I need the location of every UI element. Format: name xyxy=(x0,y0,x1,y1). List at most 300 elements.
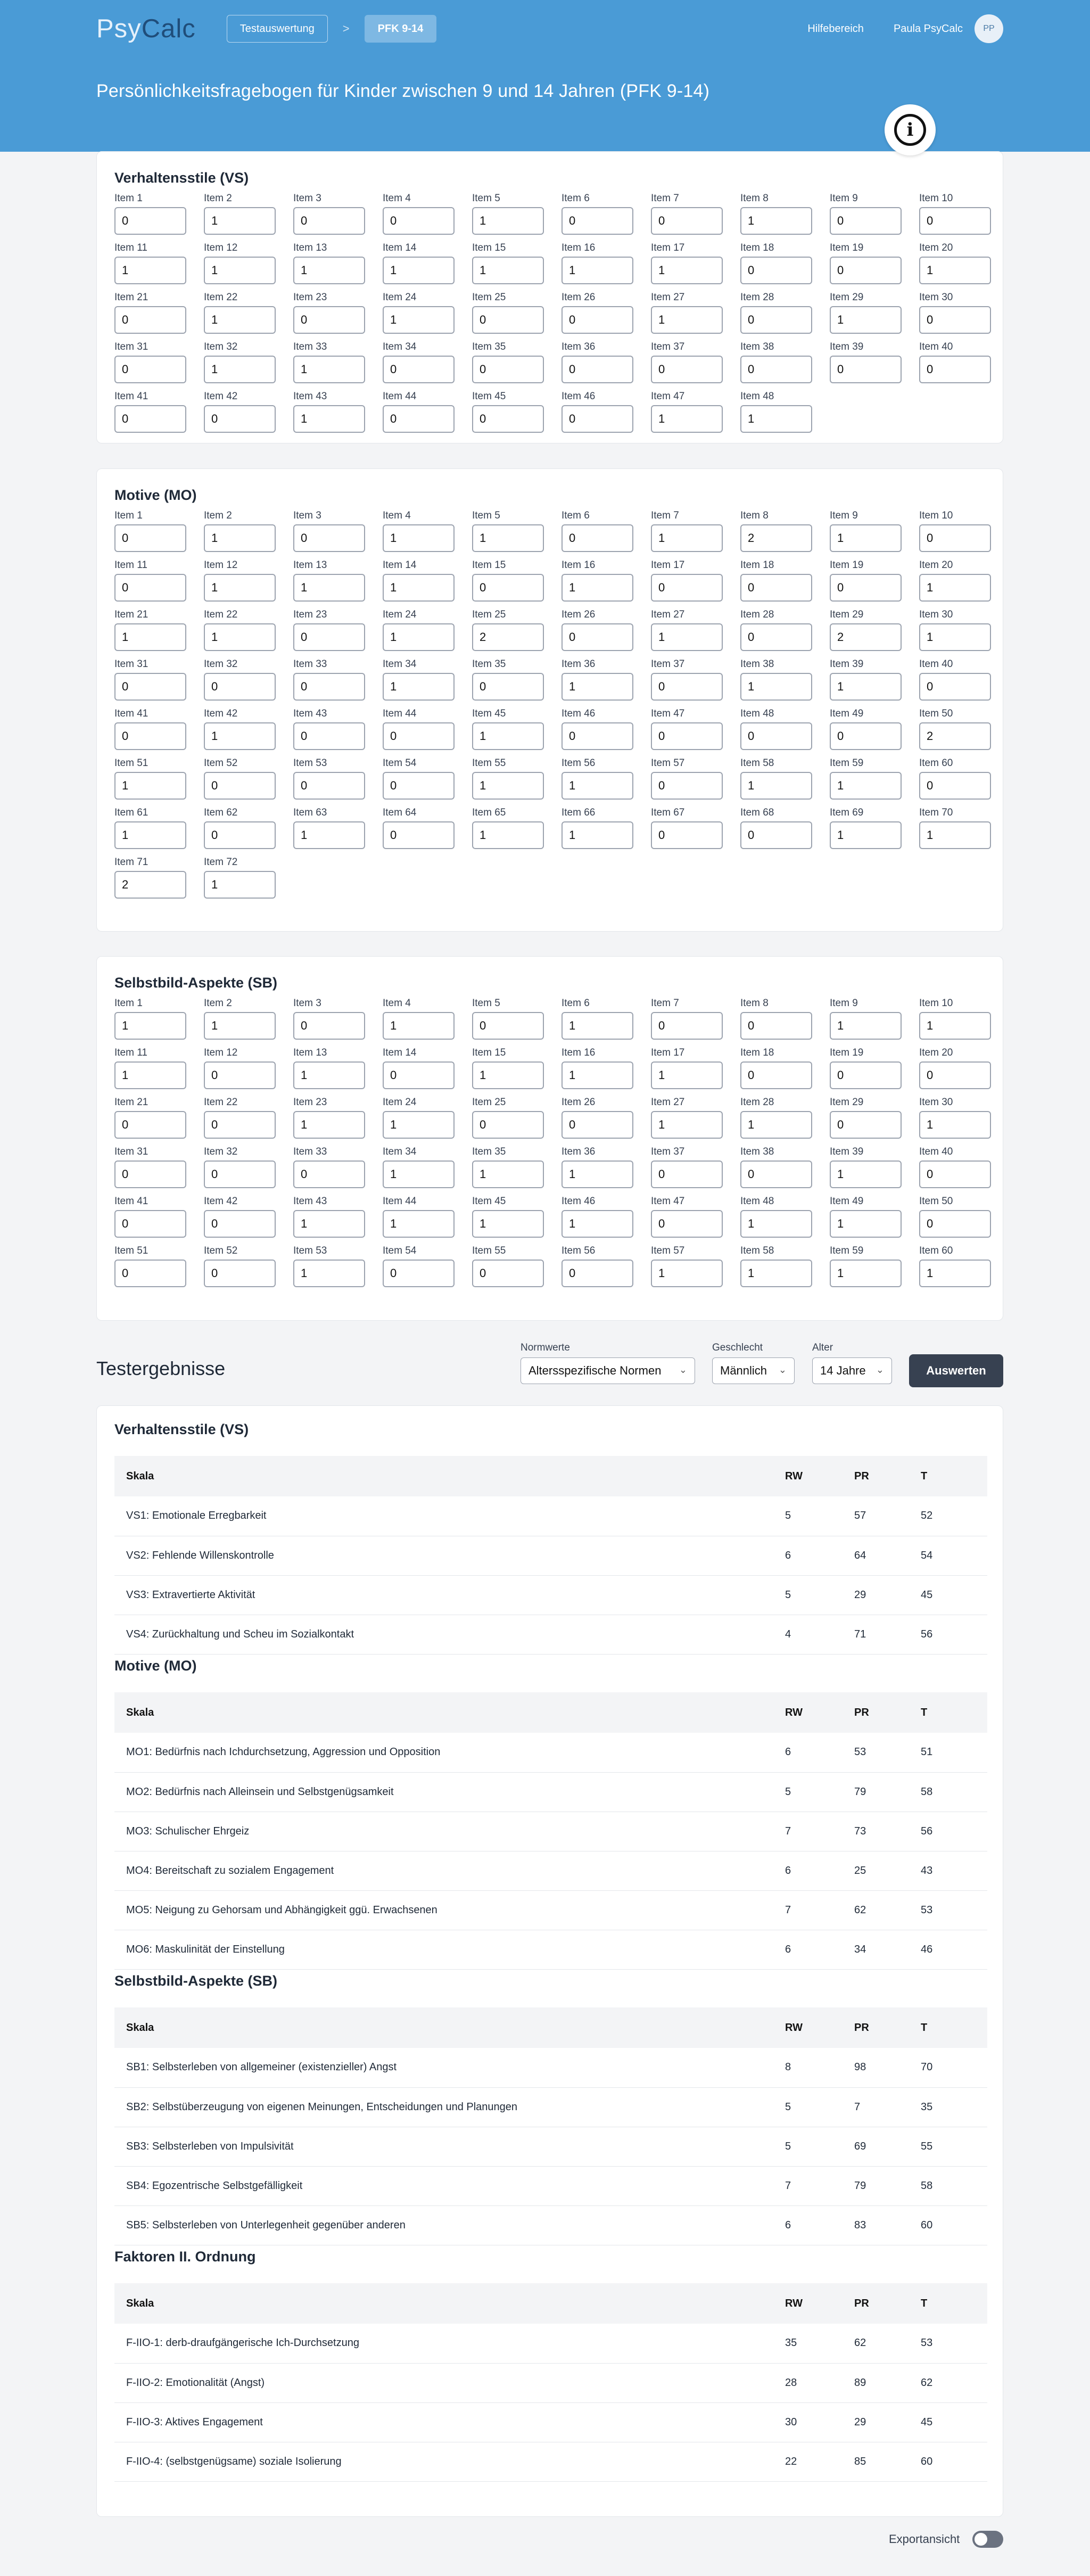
item-input[interactable] xyxy=(651,405,723,433)
item-input[interactable] xyxy=(561,1210,633,1238)
item-label: Item 21 xyxy=(114,292,148,303)
help-link[interactable]: Hilfebereich xyxy=(807,22,864,35)
item-input[interactable] xyxy=(919,207,991,235)
item-label: Item 71 xyxy=(114,857,148,868)
psycalc-logo[interactable] xyxy=(96,14,196,44)
item-input[interactable] xyxy=(651,1210,723,1238)
item-field-45 xyxy=(472,707,544,750)
item-input[interactable] xyxy=(114,1161,186,1188)
table-row xyxy=(114,1575,987,1615)
norm-select-value: Altersspezifische Normen xyxy=(529,1364,662,1377)
item-input[interactable] xyxy=(293,306,365,334)
item-label: Item 45 xyxy=(472,391,506,402)
item-input[interactable] xyxy=(919,673,991,701)
results-title: Testergebnisse xyxy=(96,1357,226,1379)
item-input[interactable] xyxy=(204,306,276,334)
item-input[interactable] xyxy=(830,1061,902,1089)
item-input[interactable] xyxy=(293,1210,365,1238)
item-input[interactable] xyxy=(472,1260,544,1287)
item-input[interactable] xyxy=(651,722,723,750)
item-input[interactable] xyxy=(114,207,186,235)
item-input[interactable] xyxy=(204,1210,276,1238)
item-input[interactable] xyxy=(114,405,186,433)
gender-select[interactable] xyxy=(712,1357,795,1384)
item-field-8 xyxy=(740,192,812,235)
item-label: Item 17 xyxy=(651,1047,685,1058)
info-button[interactable] xyxy=(885,104,936,155)
item-input[interactable] xyxy=(293,673,365,701)
item-input[interactable] xyxy=(740,356,812,383)
item-input[interactable] xyxy=(830,524,902,552)
t-cell: 45 xyxy=(921,2402,987,2442)
item-input[interactable] xyxy=(383,524,455,552)
item-field-20 xyxy=(919,242,991,284)
item-label: Item 47 xyxy=(651,391,685,402)
item-input[interactable] xyxy=(919,772,991,800)
item-input[interactable] xyxy=(740,257,812,284)
item-input[interactable] xyxy=(383,1260,455,1287)
item-input[interactable] xyxy=(383,1210,455,1238)
item-label: Item 50 xyxy=(919,708,953,719)
item-label: Item 38 xyxy=(740,1146,774,1157)
item-input[interactable] xyxy=(293,524,365,552)
avatar[interactable]: PP xyxy=(975,14,1003,43)
item-field-22 xyxy=(204,1096,276,1139)
item-input[interactable] xyxy=(740,207,812,235)
item-input[interactable] xyxy=(830,772,902,800)
item-input[interactable] xyxy=(114,524,186,552)
results-section-title: Verhaltensstile (VS) xyxy=(114,1421,249,1437)
item-input[interactable] xyxy=(830,257,902,284)
item-label: Item 20 xyxy=(919,242,953,253)
results-table xyxy=(114,2283,987,2482)
item-input[interactable] xyxy=(919,722,991,750)
item-input[interactable] xyxy=(740,722,812,750)
pr-cell: 25 xyxy=(854,1851,921,1890)
item-input[interactable] xyxy=(472,207,544,235)
item-input[interactable] xyxy=(740,673,812,701)
item-input[interactable] xyxy=(472,772,544,800)
item-input[interactable] xyxy=(740,524,812,552)
item-input[interactable] xyxy=(651,821,723,849)
item-field-14 xyxy=(383,242,455,284)
item-input[interactable] xyxy=(204,207,276,235)
item-label: Item 16 xyxy=(561,559,596,571)
item-field-72 xyxy=(204,856,276,899)
pr-cell: 89 xyxy=(854,2363,921,2402)
item-input[interactable] xyxy=(561,405,633,433)
table-row xyxy=(114,1733,987,1772)
item-input[interactable] xyxy=(651,207,723,235)
item-field-6 xyxy=(561,192,633,235)
item-input[interactable] xyxy=(740,1210,812,1238)
item-input[interactable] xyxy=(561,673,633,701)
item-input[interactable] xyxy=(293,623,365,651)
item-label: Item 40 xyxy=(919,1146,953,1157)
item-input[interactable] xyxy=(561,257,633,284)
item-input[interactable] xyxy=(114,574,186,602)
item-field-13 xyxy=(293,1047,365,1089)
item-field-17 xyxy=(651,242,723,284)
item-input[interactable] xyxy=(472,356,544,383)
item-input[interactable] xyxy=(830,1260,902,1287)
item-input[interactable] xyxy=(114,1210,186,1238)
item-input[interactable] xyxy=(383,772,455,800)
item-input[interactable] xyxy=(472,574,544,602)
evaluate-button[interactable]: Auswerten xyxy=(909,1354,1003,1387)
item-input[interactable] xyxy=(383,1012,455,1040)
item-field-30 xyxy=(919,291,991,334)
item-field-52 xyxy=(204,757,276,800)
item-input[interactable] xyxy=(651,257,723,284)
item-input[interactable] xyxy=(561,306,633,334)
item-input[interactable] xyxy=(651,1012,723,1040)
item-input[interactable] xyxy=(114,1012,186,1040)
item-input[interactable] xyxy=(740,1012,812,1040)
item-input[interactable] xyxy=(383,574,455,602)
item-input[interactable] xyxy=(740,405,812,433)
item-label: Item 19 xyxy=(830,242,864,253)
item-input[interactable] xyxy=(830,722,902,750)
item-input[interactable] xyxy=(293,1061,365,1089)
item-input[interactable] xyxy=(651,673,723,701)
item-label: Item 53 xyxy=(293,1245,327,1256)
item-input[interactable] xyxy=(919,821,991,849)
item-input[interactable] xyxy=(114,673,186,701)
item-input[interactable] xyxy=(651,1161,723,1188)
item-label: Item 72 xyxy=(204,857,238,868)
item-input[interactable] xyxy=(561,1161,633,1188)
item-field-29 xyxy=(830,1096,902,1139)
item-input[interactable] xyxy=(561,722,633,750)
item-input[interactable] xyxy=(383,623,455,651)
item-input[interactable] xyxy=(293,405,365,433)
item-input[interactable] xyxy=(383,1111,455,1139)
export-toggle[interactable] xyxy=(972,2531,1003,2548)
item-input[interactable] xyxy=(114,257,186,284)
item-label: Item 48 xyxy=(740,391,774,402)
item-field-19 xyxy=(830,1047,902,1089)
item-input[interactable] xyxy=(740,623,812,651)
item-input[interactable] xyxy=(204,821,276,849)
age-select-value: 14 Jahre xyxy=(820,1364,866,1377)
item-input[interactable] xyxy=(830,1111,902,1139)
item-input[interactable] xyxy=(919,623,991,651)
scale-cell: MO4: Bereitschaft zu sozialem Engagement xyxy=(114,1851,785,1890)
item-input[interactable] xyxy=(472,405,544,433)
item-input[interactable] xyxy=(830,306,902,334)
item-input[interactable] xyxy=(561,524,633,552)
item-input[interactable] xyxy=(472,1161,544,1188)
norm-select[interactable] xyxy=(521,1357,695,1384)
item-input[interactable] xyxy=(919,524,991,552)
item-input[interactable] xyxy=(651,1061,723,1089)
item-input[interactable] xyxy=(830,574,902,602)
item-input[interactable] xyxy=(204,1111,276,1139)
item-field-27 xyxy=(651,608,723,651)
item-label: Item 58 xyxy=(740,1245,774,1256)
item-field-19 xyxy=(830,559,902,602)
item-input[interactable] xyxy=(204,722,276,750)
table-row xyxy=(114,2324,987,2363)
item-field-56 xyxy=(561,757,633,800)
item-input[interactable] xyxy=(383,207,455,235)
item-input[interactable] xyxy=(472,1111,544,1139)
item-input[interactable] xyxy=(651,1260,723,1287)
item-input[interactable] xyxy=(204,405,276,433)
item-label: Item 34 xyxy=(383,659,417,670)
item-input[interactable] xyxy=(293,574,365,602)
item-input[interactable] xyxy=(830,623,902,651)
rw-cell: 8 xyxy=(785,2048,854,2087)
scale-cell: F-IIO-4: (selbstgenügsame) soziale Isolierung xyxy=(114,2442,785,2481)
item-input[interactable] xyxy=(472,524,544,552)
item-field-23 xyxy=(293,1096,365,1139)
item-input[interactable] xyxy=(561,772,633,800)
table-row xyxy=(114,1772,987,1812)
item-input[interactable] xyxy=(293,772,365,800)
item-input[interactable] xyxy=(830,1210,902,1238)
item-input[interactable] xyxy=(919,1111,991,1139)
item-input[interactable] xyxy=(472,722,544,750)
item-label: Item 36 xyxy=(561,659,596,670)
item-label: Item 40 xyxy=(919,659,953,670)
pr-cell: 79 xyxy=(854,1772,921,1812)
item-input[interactable] xyxy=(651,623,723,651)
item-label: Item 18 xyxy=(740,559,774,571)
item-input[interactable] xyxy=(204,1061,276,1089)
item-input[interactable] xyxy=(561,1061,633,1089)
item-input[interactable] xyxy=(472,821,544,849)
item-field-31 xyxy=(114,658,186,701)
item-input[interactable] xyxy=(114,722,186,750)
item-input[interactable] xyxy=(293,257,365,284)
item-field-47 xyxy=(651,1195,723,1238)
item-field-56 xyxy=(561,1245,633,1287)
table-row xyxy=(114,2402,987,2442)
item-label: Item 7 xyxy=(651,193,679,204)
item-input[interactable] xyxy=(651,574,723,602)
item-field-40 xyxy=(919,341,991,383)
item-input[interactable] xyxy=(651,772,723,800)
item-input[interactable] xyxy=(651,524,723,552)
table-row xyxy=(114,2363,987,2402)
item-input[interactable] xyxy=(204,356,276,383)
item-input[interactable] xyxy=(561,207,633,235)
breadcrumb-testauswertung[interactable]: Testauswertung xyxy=(227,15,328,43)
item-input[interactable] xyxy=(383,356,455,383)
item-input[interactable] xyxy=(114,356,186,383)
item-input[interactable] xyxy=(830,207,902,235)
item-field-34 xyxy=(383,341,455,383)
item-input[interactable] xyxy=(293,207,365,235)
item-field-36 xyxy=(561,658,633,701)
item-label: Item 66 xyxy=(561,807,596,818)
item-input[interactable] xyxy=(293,722,365,750)
item-field-57 xyxy=(651,757,723,800)
item-input[interactable] xyxy=(919,574,991,602)
item-input[interactable] xyxy=(293,1111,365,1139)
item-input[interactable] xyxy=(383,821,455,849)
item-input[interactable] xyxy=(383,1061,455,1089)
item-input[interactable] xyxy=(293,821,365,849)
item-input[interactable] xyxy=(830,356,902,383)
item-input[interactable] xyxy=(472,1061,544,1089)
item-input[interactable] xyxy=(651,306,723,334)
item-input[interactable] xyxy=(293,1161,365,1188)
rw-cell: 35 xyxy=(785,2324,854,2363)
item-input[interactable] xyxy=(919,1260,991,1287)
item-label: Item 19 xyxy=(830,559,864,571)
item-input[interactable] xyxy=(830,1012,902,1040)
chevron-down-icon: ⌄ xyxy=(778,1364,787,1375)
item-input[interactable] xyxy=(114,1061,186,1089)
item-input[interactable] xyxy=(472,257,544,284)
item-input[interactable] xyxy=(472,1012,544,1040)
item-input[interactable] xyxy=(472,306,544,334)
item-input[interactable] xyxy=(651,356,723,383)
item-input[interactable] xyxy=(740,821,812,849)
item-field-7 xyxy=(651,192,723,235)
item-input[interactable] xyxy=(561,1111,633,1139)
item-input[interactable] xyxy=(561,574,633,602)
item-input[interactable] xyxy=(383,306,455,334)
t-cell: 62 xyxy=(921,2363,987,2402)
item-input[interactable] xyxy=(740,1061,812,1089)
item-label: Item 45 xyxy=(472,708,506,719)
item-input[interactable] xyxy=(740,574,812,602)
item-input[interactable] xyxy=(740,772,812,800)
item-input[interactable] xyxy=(114,306,186,334)
item-input[interactable] xyxy=(293,1012,365,1040)
item-input[interactable] xyxy=(651,1111,723,1139)
item-label: Item 56 xyxy=(561,758,596,769)
item-input[interactable] xyxy=(919,1061,991,1089)
item-field-9 xyxy=(830,509,902,552)
item-label: Item 11 xyxy=(114,1047,147,1058)
pr-cell: 85 xyxy=(854,2442,921,2481)
item-input[interactable] xyxy=(293,356,365,383)
item-input[interactable] xyxy=(561,1260,633,1287)
item-input[interactable] xyxy=(204,871,276,899)
item-input[interactable] xyxy=(204,257,276,284)
scale-cell: F-IIO-3: Aktives Engagement xyxy=(114,2402,785,2442)
item-input[interactable] xyxy=(919,1210,991,1238)
age-label: Alter xyxy=(812,1342,833,1353)
breadcrumb-pfk[interactable]: PFK 9-14 xyxy=(365,15,437,43)
item-label: Item 14 xyxy=(383,1047,417,1058)
item-input[interactable] xyxy=(204,772,276,800)
item-label: Item 21 xyxy=(114,609,148,620)
item-input[interactable] xyxy=(740,1260,812,1287)
item-input[interactable] xyxy=(830,821,902,849)
item-input[interactable] xyxy=(204,1012,276,1040)
item-label: Item 4 xyxy=(383,193,411,204)
item-field-31 xyxy=(114,1146,186,1188)
item-input[interactable] xyxy=(561,821,633,849)
item-label: Item 22 xyxy=(204,609,238,620)
item-input[interactable] xyxy=(830,673,902,701)
age-select[interactable] xyxy=(812,1357,892,1384)
item-input[interactable] xyxy=(204,574,276,602)
item-input[interactable] xyxy=(472,1210,544,1238)
item-input[interactable] xyxy=(919,306,991,334)
item-input[interactable] xyxy=(114,623,186,651)
item-field-18 xyxy=(740,242,812,284)
item-input[interactable] xyxy=(919,1012,991,1040)
item-field-5 xyxy=(472,997,544,1040)
user-name[interactable]: Paula PsyCalc xyxy=(893,22,963,35)
scale-cell: SB2: Selbstüberzeugung von eigenen Meinungen, Entscheidungen und Planungen xyxy=(114,2087,785,2127)
item-field-29 xyxy=(830,608,902,651)
item-input[interactable] xyxy=(830,1161,902,1188)
item-label: Item 17 xyxy=(651,559,685,571)
item-input[interactable] xyxy=(204,1260,276,1287)
item-field-29 xyxy=(830,291,902,334)
item-input[interactable] xyxy=(740,306,812,334)
item-input[interactable] xyxy=(204,524,276,552)
scale-cell: F-IIO-2: Emotionalität (Angst) xyxy=(114,2363,785,2402)
item-label: Item 33 xyxy=(293,1146,327,1157)
item-label: Item 32 xyxy=(204,1146,238,1157)
item-field-33 xyxy=(293,341,365,383)
item-field-63 xyxy=(293,806,365,849)
item-field-14 xyxy=(383,1047,455,1089)
item-field-3 xyxy=(293,997,365,1040)
item-input[interactable] xyxy=(114,871,186,899)
item-input[interactable] xyxy=(114,1260,186,1287)
item-label: Item 63 xyxy=(293,807,327,818)
item-input[interactable] xyxy=(204,673,276,701)
item-input[interactable] xyxy=(114,1111,186,1139)
item-field-15 xyxy=(472,242,544,284)
item-field-25 xyxy=(472,608,544,651)
item-field-2 xyxy=(204,509,276,552)
item-input[interactable] xyxy=(740,1111,812,1139)
item-input[interactable] xyxy=(383,1161,455,1188)
item-input[interactable] xyxy=(204,1161,276,1188)
table-row xyxy=(114,1536,987,1575)
item-input[interactable] xyxy=(114,772,186,800)
item-input[interactable] xyxy=(740,1161,812,1188)
item-input[interactable] xyxy=(919,257,991,284)
item-input[interactable] xyxy=(204,623,276,651)
item-input[interactable] xyxy=(919,356,991,383)
pr-cell: 64 xyxy=(854,1536,921,1575)
item-input[interactable] xyxy=(114,821,186,849)
item-input[interactable] xyxy=(472,623,544,651)
item-input[interactable] xyxy=(561,623,633,651)
item-input[interactable] xyxy=(293,1260,365,1287)
item-label: Item 43 xyxy=(293,391,327,402)
item-label: Item 30 xyxy=(919,292,953,303)
info-icon xyxy=(894,114,926,146)
item-input[interactable] xyxy=(561,1012,633,1040)
item-field-26 xyxy=(561,608,633,651)
item-input[interactable] xyxy=(383,722,455,750)
item-field-52 xyxy=(204,1245,276,1287)
item-input[interactable] xyxy=(919,1161,991,1188)
pr-cell: 73 xyxy=(854,1812,921,1851)
item-input[interactable] xyxy=(383,673,455,701)
item-label: Item 43 xyxy=(293,1196,327,1207)
item-input[interactable] xyxy=(383,405,455,433)
item-field-7 xyxy=(651,509,723,552)
item-input[interactable] xyxy=(383,257,455,284)
item-input[interactable] xyxy=(561,356,633,383)
item-input[interactable] xyxy=(472,673,544,701)
item-label: Item 33 xyxy=(293,659,327,670)
